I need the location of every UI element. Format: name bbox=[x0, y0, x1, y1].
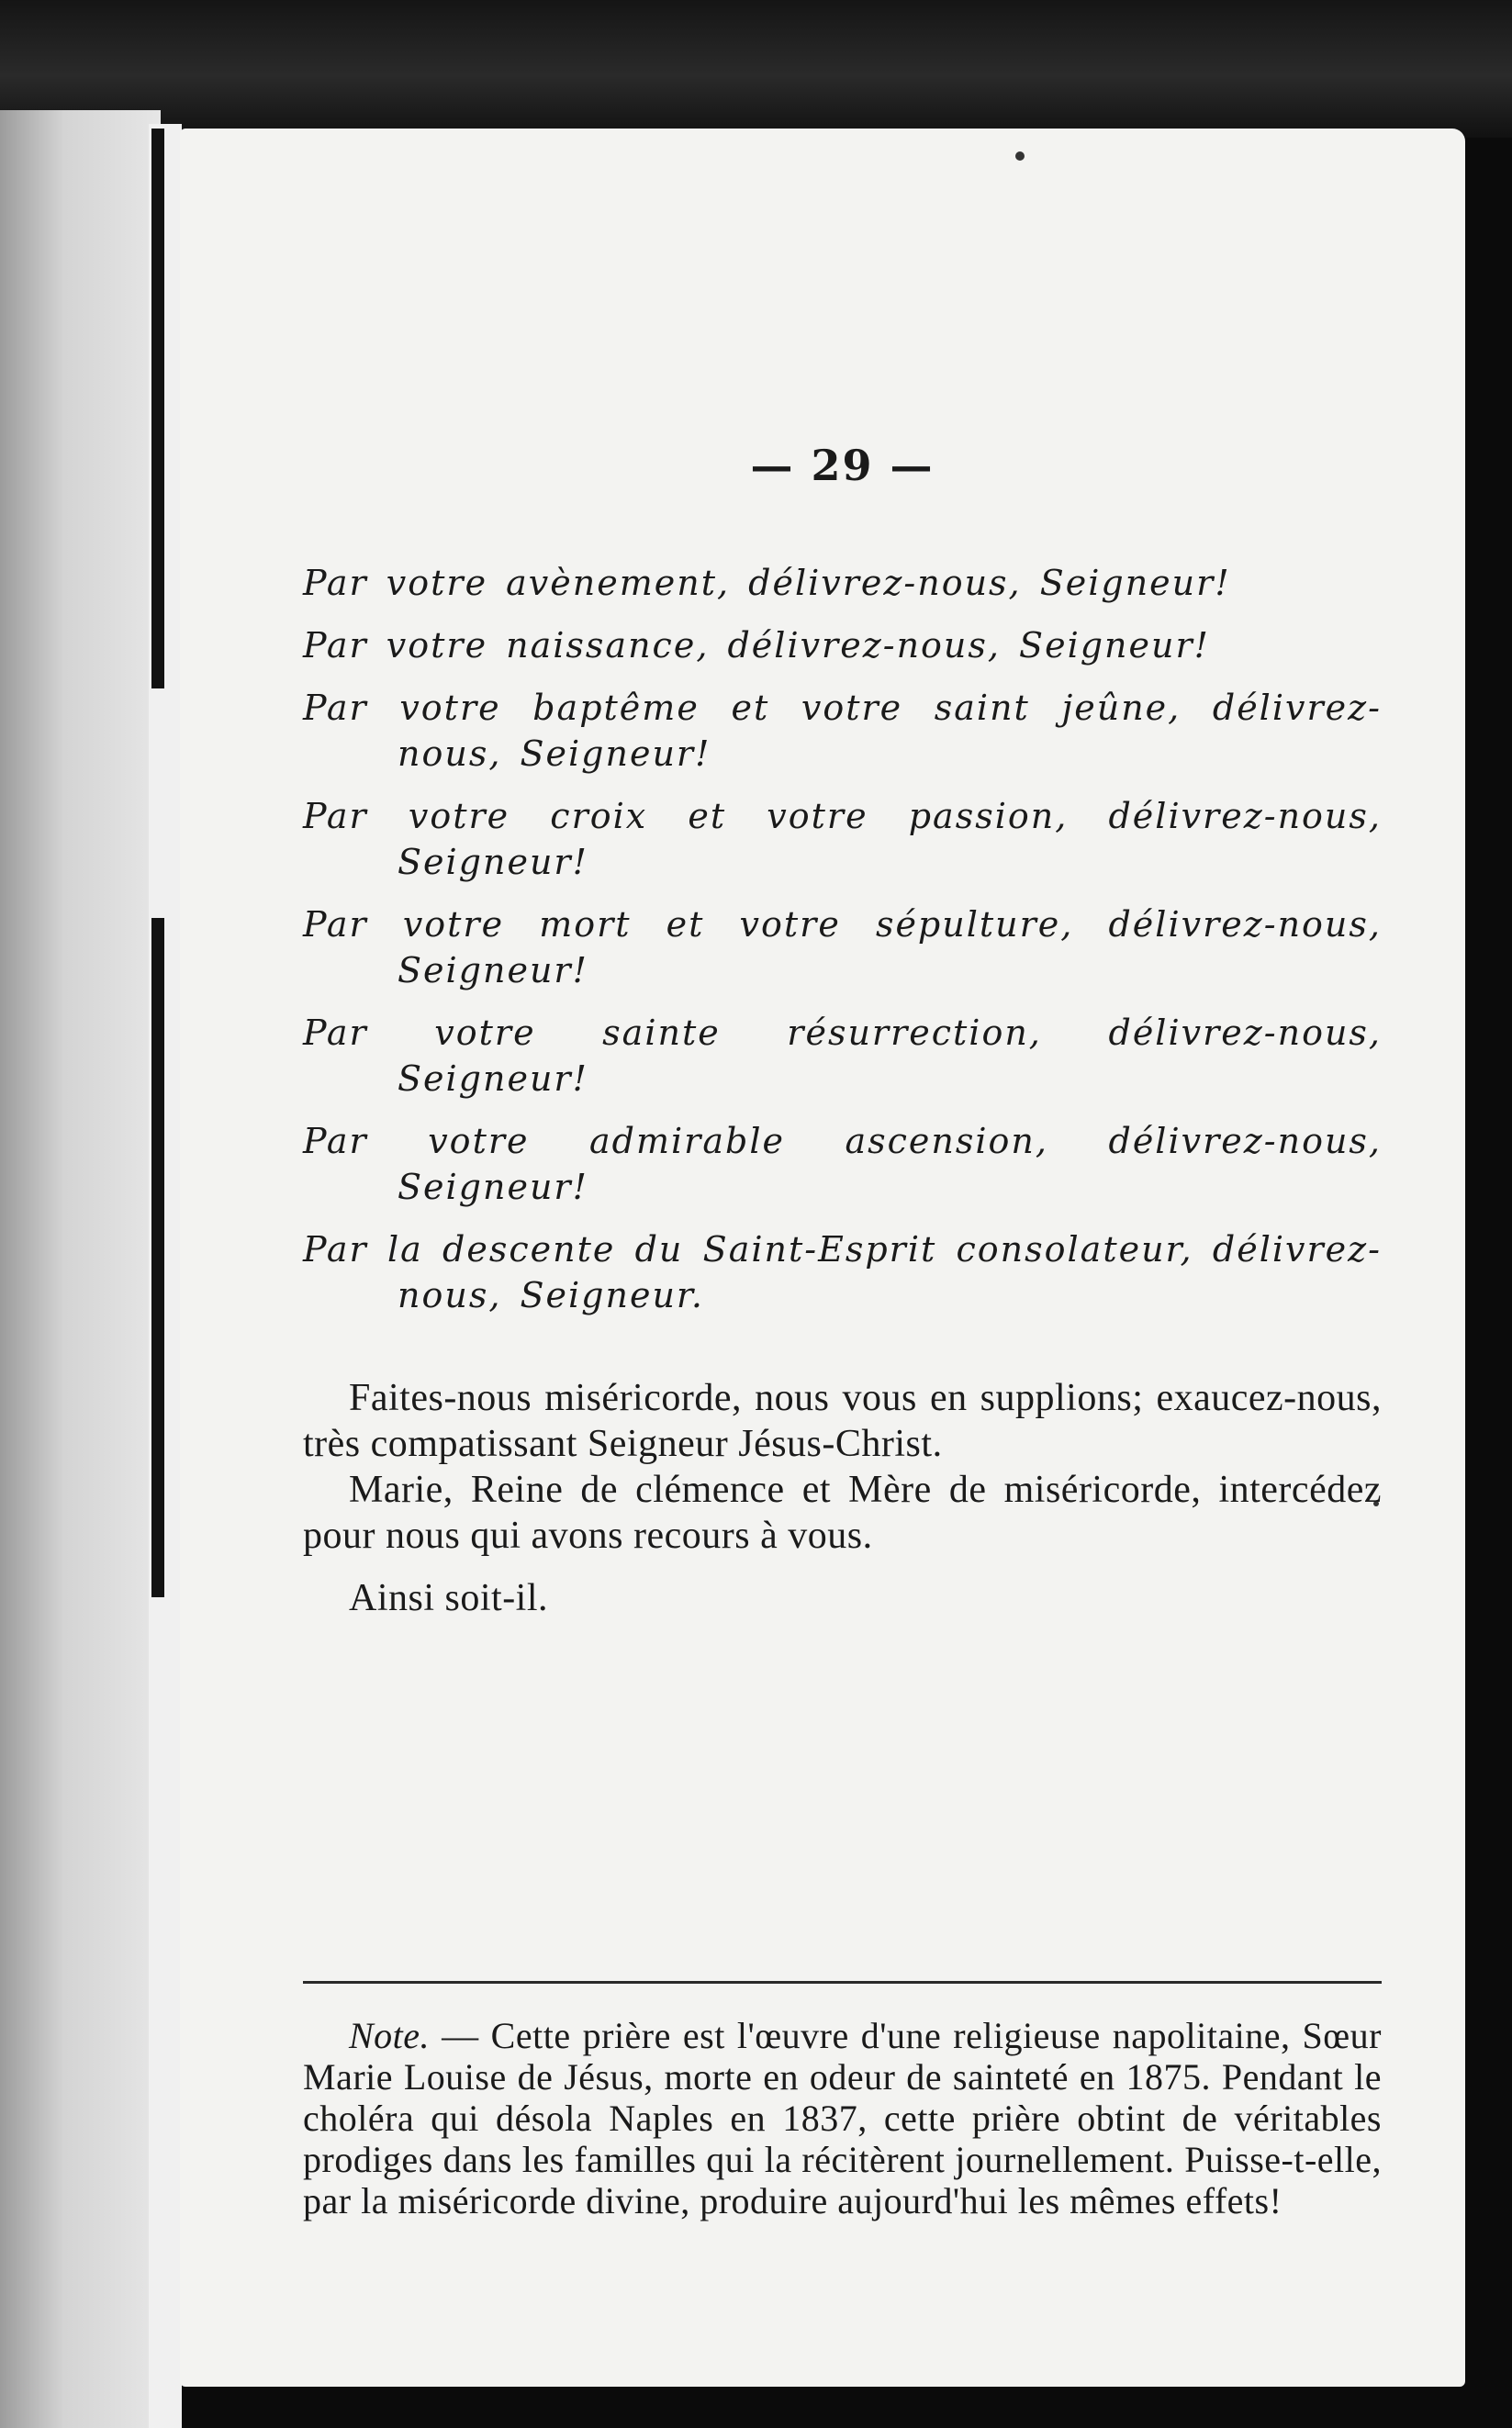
invocation-line bbox=[303, 1010, 1382, 1102]
facing-page-edge bbox=[0, 110, 161, 2428]
invocation-line bbox=[303, 793, 1382, 885]
invocation-text: la descente du Saint-Esprit consolateur, délivrez-nous, Seigneur. bbox=[386, 1229, 1382, 1315]
footnote-divider bbox=[303, 1981, 1382, 1984]
invocation-lead: Par bbox=[303, 904, 368, 945]
binding-shadow bbox=[151, 918, 164, 1597]
note-label: Note. bbox=[349, 2015, 431, 2056]
invocation-lead: Par bbox=[303, 796, 368, 836]
invocation-text: votre avènement, délivrez-nous, Seigneur! bbox=[386, 563, 1231, 603]
speck-mark bbox=[1015, 151, 1025, 161]
mary-paragraph: Marie, Reine de clémence et Mère de miséricorde, intercédez pour nous qui avons recours à vous. bbox=[303, 1469, 1382, 1557]
book-page bbox=[180, 129, 1465, 2387]
right-page-margin bbox=[1465, 138, 1512, 2428]
invocation-line bbox=[303, 685, 1382, 777]
invocation-line bbox=[303, 1118, 1382, 1210]
closing-prayer bbox=[303, 1375, 1382, 1621]
invocation-text: votre baptême et votre saint jeûne, délivrez-nous, Seigneur! bbox=[398, 688, 1382, 774]
invocation-lead: Par bbox=[303, 688, 368, 728]
invocation-line bbox=[303, 622, 1382, 668]
invocation-lead: Par bbox=[303, 563, 368, 603]
invocation-line bbox=[303, 901, 1382, 993]
litany-invocations bbox=[303, 560, 1382, 1335]
binding-shadow bbox=[151, 129, 164, 688]
invocation-lead: Par bbox=[303, 625, 368, 666]
invocation-text: votre admirable ascension, délivrez-nous, Seigneur! bbox=[398, 1121, 1382, 1207]
invocation-text: votre sainte résurrection, délivrez-nous, Seigneur! bbox=[398, 1013, 1382, 1099]
note-text: — Cette prière est l'œuvre d'une religieuse napolitaine, Sœur Marie Louise de Jésus, morte en odeur de sainteté en 1875. Pendant le choléra qui désola Naples en 1837, cette prière obtint de véritables prodiges dans les familles qui la récitèrent journellement. Puisse-t-elle, par la miséricorde divine, produire aujourd'hui les mêmes effets! bbox=[303, 2015, 1383, 2221]
invocation-lead: Par bbox=[303, 1013, 368, 1053]
invocation-lead: Par bbox=[303, 1229, 368, 1270]
invocation-text: votre naissance, délivrez-nous, Seigneur! bbox=[386, 625, 1210, 666]
amen-line: Ainsi soit-il. bbox=[349, 1577, 549, 1619]
invocation-line bbox=[303, 1226, 1382, 1318]
footnote bbox=[303, 2015, 1382, 2221]
page-number: — 29 — bbox=[750, 441, 935, 490]
top-shadow-band bbox=[0, 0, 1512, 138]
invocation-text: votre croix et votre passion, délivrez-nous, Seigneur! bbox=[398, 796, 1382, 882]
invocation-lead: Par bbox=[303, 1121, 368, 1161]
invocation-line bbox=[303, 560, 1382, 606]
invocation-text: votre mort et votre sépulture, délivrez-nous, Seigneur! bbox=[398, 904, 1382, 990]
mercy-paragraph: Faites-nous miséricorde, nous vous en supplions; exaucez-nous, très compatissant Seigneur Jésus-Christ. bbox=[303, 1377, 1382, 1465]
